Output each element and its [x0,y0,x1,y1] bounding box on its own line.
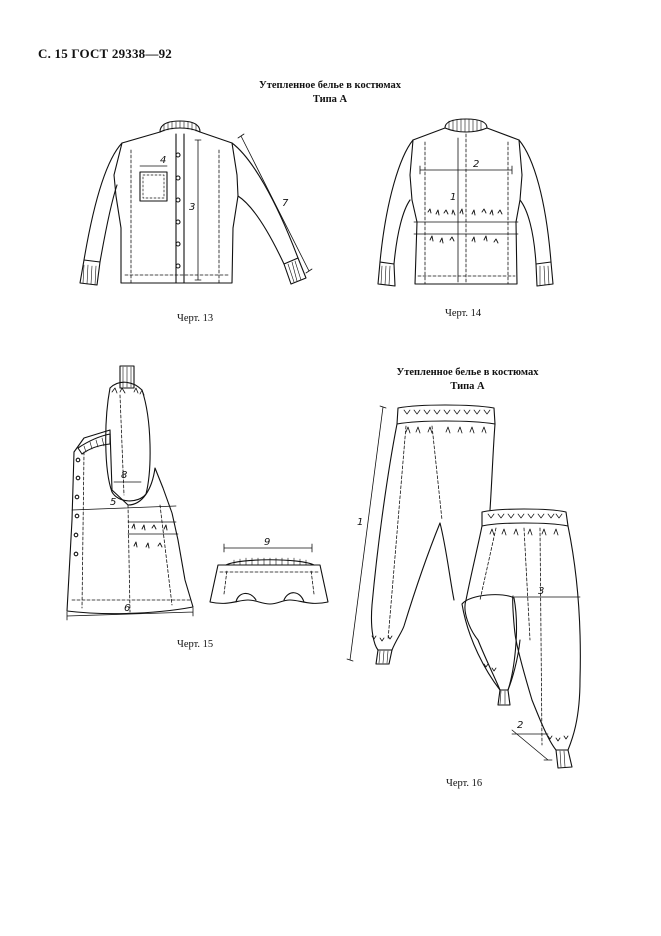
dim-label-4-fig13: 4 [160,155,167,166]
trousers-inner-fold [462,595,516,690]
caption-fig15: Черт. 15 [177,639,214,650]
jacket-front-pocket-stitch [143,175,164,198]
jacket-open-waist-band [128,522,178,534]
trousers-waist-gathers [404,410,490,414]
trousers-back-leg-cuff-ribbing [379,651,388,663]
jacket-open-buttons [74,458,80,556]
trousers-front-leg-seams [480,528,545,745]
dim-label-1-fig14: 1 [450,192,457,203]
collar-piece-seams [220,570,320,594]
jacket-front-buttons [176,153,180,268]
jacket-back-right-cuff-ribbing [540,266,549,285]
trousers-front-leg [465,526,580,750]
caption-fig14: Черт. 14 [445,308,482,319]
trousers-back-leg-pleats [406,427,486,433]
jacket-front-left-sleeve [84,143,122,262]
jacket-back-collar-ribbing [449,119,481,132]
jacket-front-dim-line-3 [195,140,201,280]
jacket-open-sleeve [106,382,150,501]
page-header: С. 15 ГОСТ 29338—92 [38,46,172,61]
trousers-left-cuff-ribbing [500,691,505,704]
jacket-back-left-sleeve [380,140,413,264]
section-title-bottom-line2: Типа А [450,381,485,392]
collar-piece-drawing [210,544,328,604]
trousers-back-leg [371,424,454,650]
jacket-front-left-cuff-ribbing [83,265,96,285]
trousers-waist-band [397,405,495,424]
jacket-open-front-edge [72,452,190,612]
jacket-back-right-sleeve [519,140,551,264]
jacket-open-sleeve-cuff-ribbing [123,367,131,387]
dim-label-3-fig13: 3 [189,202,196,213]
section-title-top-line1: Утепленное белье в костюмах [258,80,401,91]
dim-label-6-fig15: 6 [124,603,131,614]
trousers-front-leg-cuff-ribbing [560,751,565,767]
jacket-front-right-cuff-ribbing [288,261,301,282]
caption-fig13: Черт. 13 [177,313,214,324]
dim-label-2-fig14: 2 [473,159,480,170]
jacket-back-left-cuff [378,262,395,286]
jacket-front-darts [125,150,230,283]
trousers-front-waist-band [482,509,568,526]
section-title-top-line2: Типа А [312,94,348,105]
collar-piece-ribbing [234,558,306,565]
jacket-front-pocket [140,172,167,201]
jacket-back-left-cuff-ribbing [381,266,390,285]
jacket-open-sleeve-gathers [112,388,144,395]
trousers-back-leg-right-edge [490,424,495,510]
collar-piece-outline [210,565,328,604]
jacket-back-seams [418,134,515,284]
dim-label-8-fig15: 8 [121,470,128,481]
jacket-open-drawing [67,366,193,620]
caption-fig16: Черт. 16 [446,778,483,789]
jacket-front-dim-line-7 [238,134,312,273]
dim-label-7-fig13: 7 [282,198,289,209]
dim-label-1-fig16: 1 [357,517,364,528]
jacket-front-drawing [80,121,312,285]
dim-label-3-fig16: 3 [538,586,545,597]
trousers-back-leg-seams [388,426,442,640]
trousers-drawing [347,405,580,768]
dim-label-9-fig15: 9 [264,537,271,548]
trousers-dim-line-2 [512,730,552,760]
dimension-labels [110,155,544,731]
dim-label-5-fig15: 5 [110,497,117,508]
section-title-bottom-line1: Утепленное белье в костюмах [396,367,539,378]
dim-label-2-fig16: 2 [517,720,524,731]
jacket-back-drawing [378,119,553,286]
trousers-front-waist-gathers [488,514,562,518]
jacket-back-waist-gathers [428,209,502,243]
jacket-open-waist-gathers [132,524,167,548]
trousers-knee-gathers [372,636,568,741]
